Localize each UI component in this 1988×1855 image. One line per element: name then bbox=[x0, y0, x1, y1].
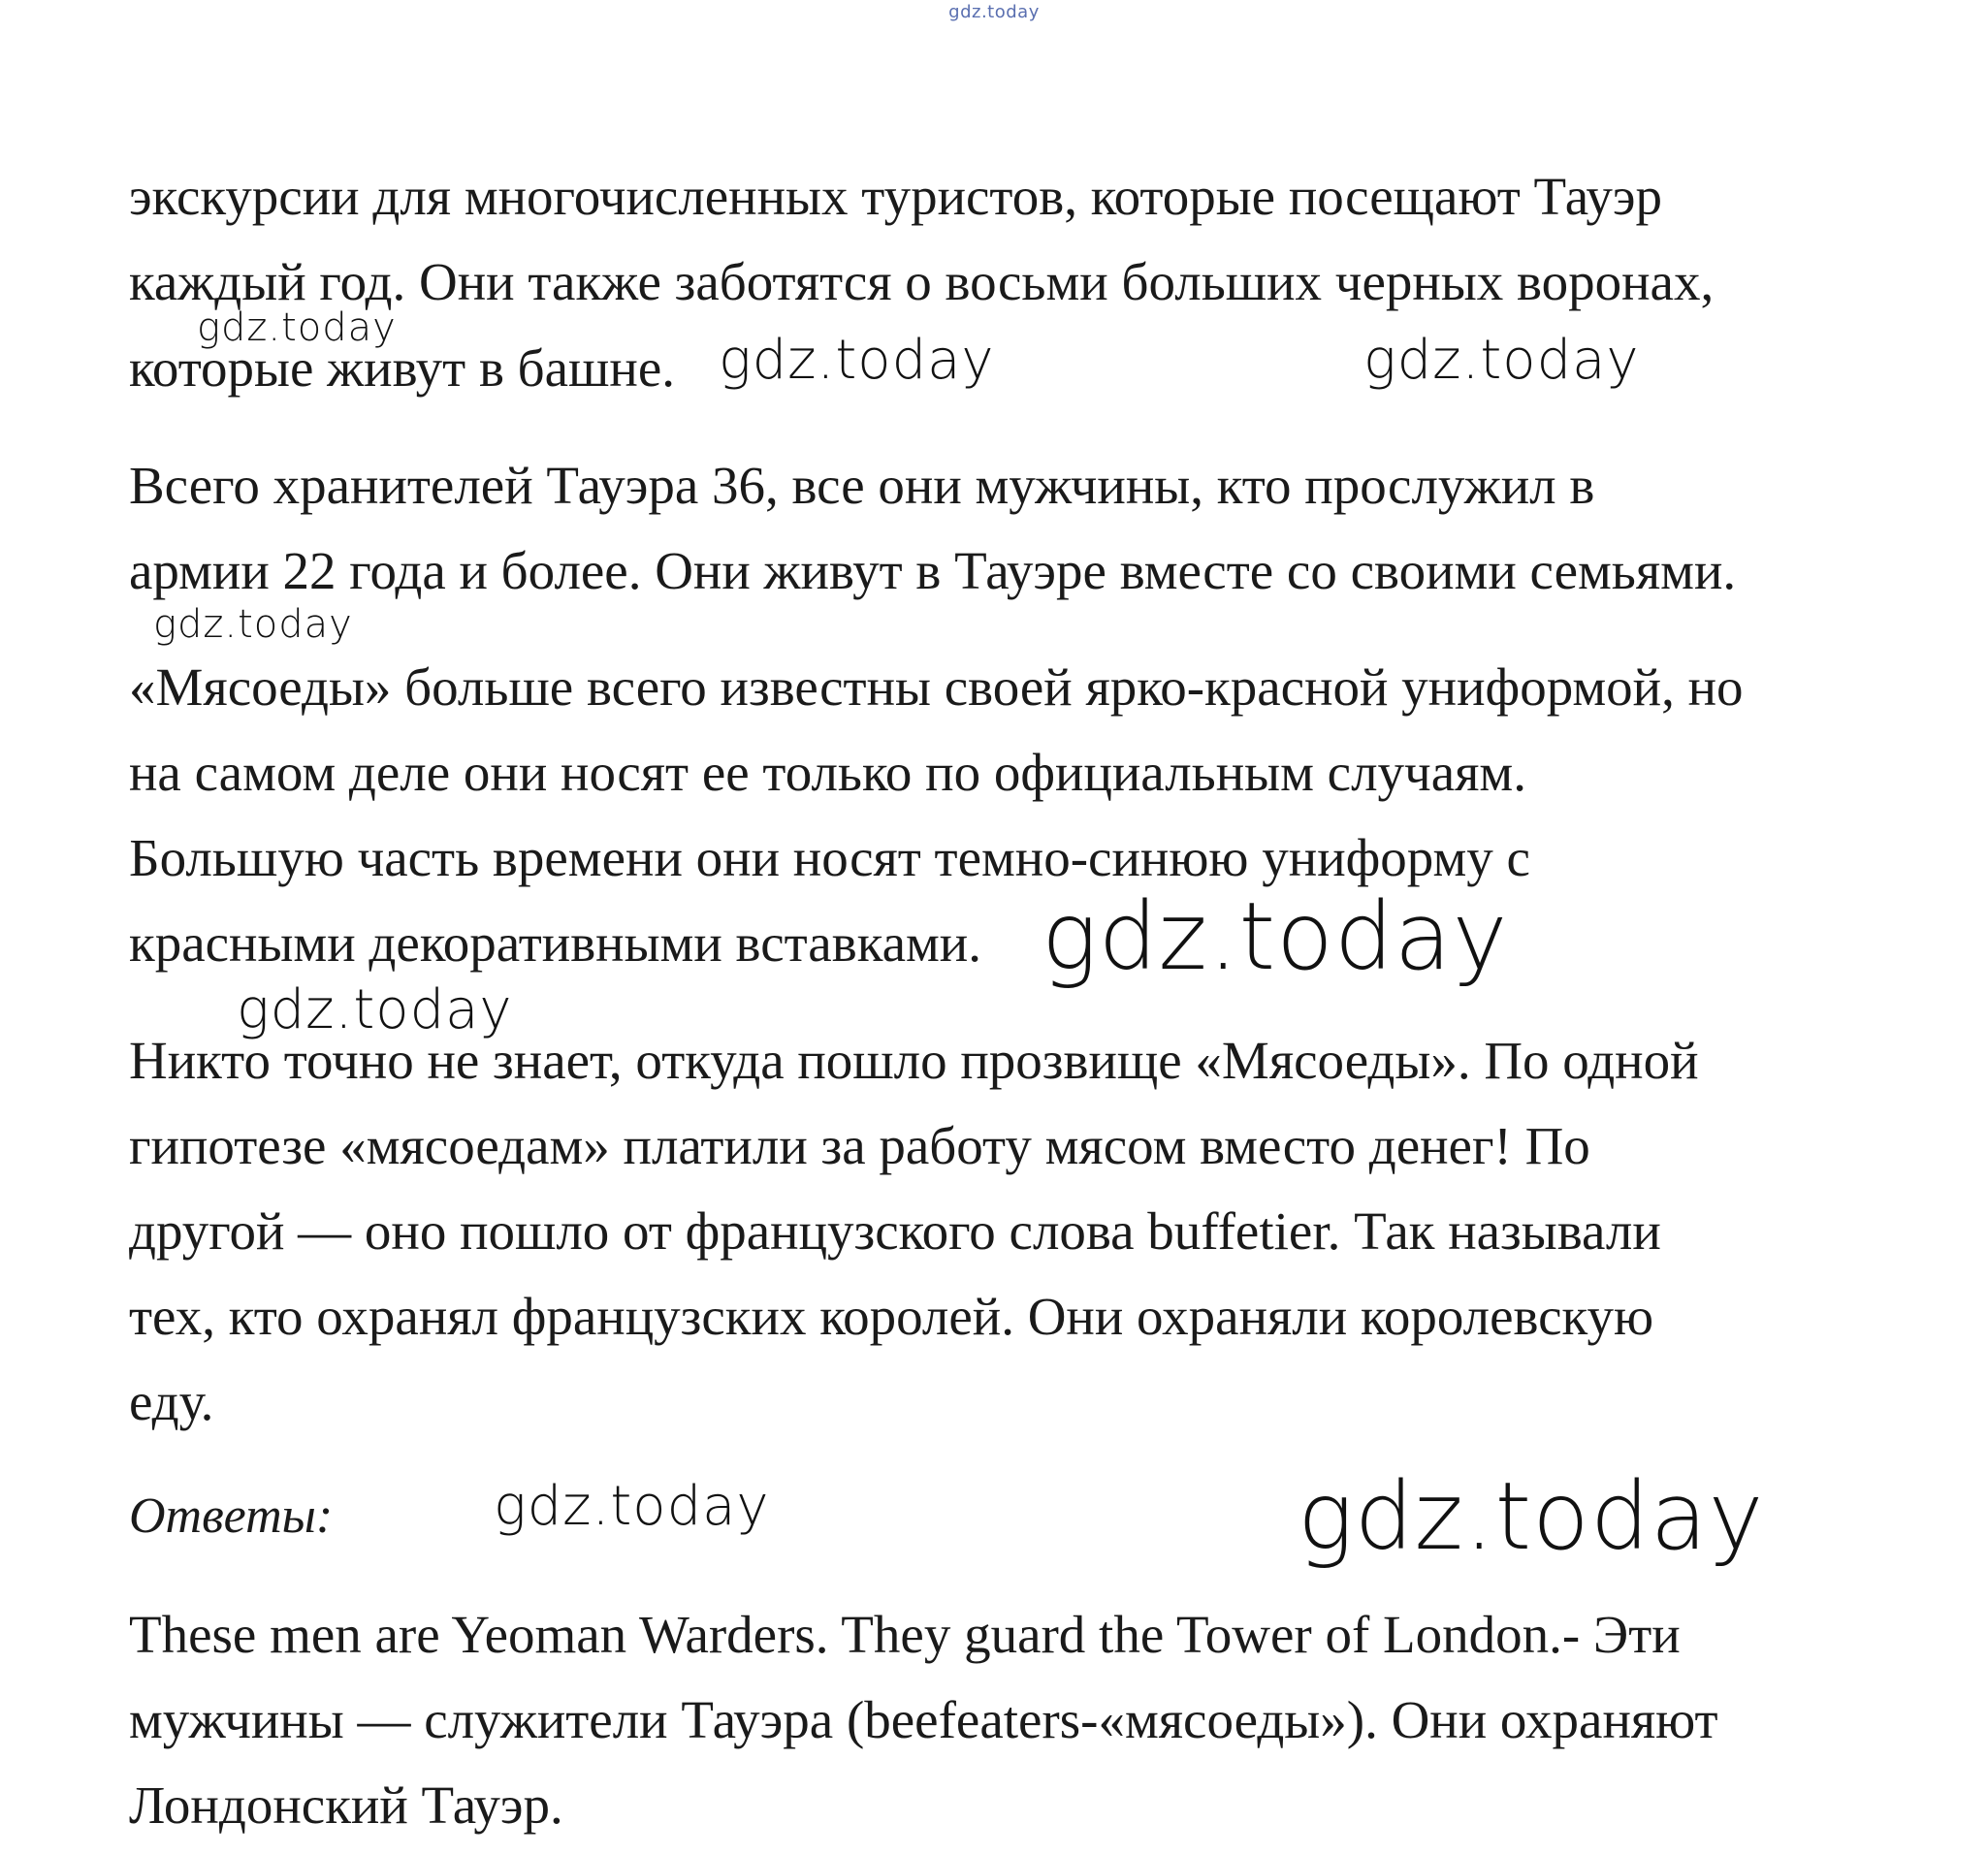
paragraph-2-line-1: Всего хранителей Тауэра 36, все они мужчины, кто прослужил в bbox=[129, 456, 1595, 515]
paragraph-4-line-3: другой — оно пошло от французского слова buffetier. Так называли bbox=[129, 1201, 1661, 1261]
paragraph-1-line-1: экскурсии для многочисленных туристов, которые посещают Тауэр bbox=[129, 167, 1662, 226]
paragraph-2-line-2: армии 22 года и более. Они живут в Тауэре вместе со своими семьями. bbox=[129, 541, 1737, 600]
watermark: gdz.today bbox=[153, 602, 353, 647]
paragraph-3-line-1: «Мясоеды» больше всего известны своей ярко-красной униформой, но bbox=[129, 657, 1744, 717]
answer-line-1: These men are Yeoman Warders. They guard the Tower of London.- Эти bbox=[129, 1605, 1681, 1664]
watermark: gdz.today bbox=[237, 978, 513, 1041]
header-watermark: gdz.today bbox=[948, 2, 1040, 22]
paragraph-3-line-2: на самом деле они носят ее только по официальным случаям. bbox=[129, 743, 1526, 802]
watermark: gdz.today bbox=[1363, 329, 1640, 392]
answer-line-3: Лондонский Тауэр. bbox=[129, 1775, 563, 1835]
watermark: gdz.today bbox=[494, 1475, 770, 1538]
watermark: gdz.today bbox=[1298, 1462, 1765, 1571]
paragraph-3-line-3: Большую часть времени они носят темно-синюю униформу с bbox=[129, 828, 1530, 887]
paragraph-1-line-2: каждый год. Они также заботятся о восьми больших черных воронах, bbox=[129, 252, 1715, 311]
paragraph-4-line-2: гипотезе «мясоедам» платили за работу мясом вместо денег! По bbox=[129, 1116, 1590, 1175]
paragraph-4-line-4: тех, кто охранял французских королей. Они охраняли королевскую bbox=[129, 1287, 1654, 1346]
watermark: gdz.today bbox=[197, 305, 397, 350]
paragraph-3-line-4: красными декоративными вставками. bbox=[129, 913, 981, 973]
paragraph-4-line-1: Никто точно не знает, откуда пошло прозвище «Мясоеды». По одной bbox=[129, 1031, 1699, 1090]
paragraph-4-line-5: еду. bbox=[129, 1372, 214, 1431]
paragraph-1-line-3: которые живут в башне. bbox=[129, 338, 675, 398]
watermark: gdz.today bbox=[719, 329, 995, 392]
answer-line-2: мужчины — служители Тауэра (beefeaters-«мясоеды»). Они охраняют bbox=[129, 1690, 1718, 1749]
watermark: gdz.today bbox=[1042, 882, 1509, 991]
answers-label: Ответы: bbox=[129, 1488, 334, 1544]
